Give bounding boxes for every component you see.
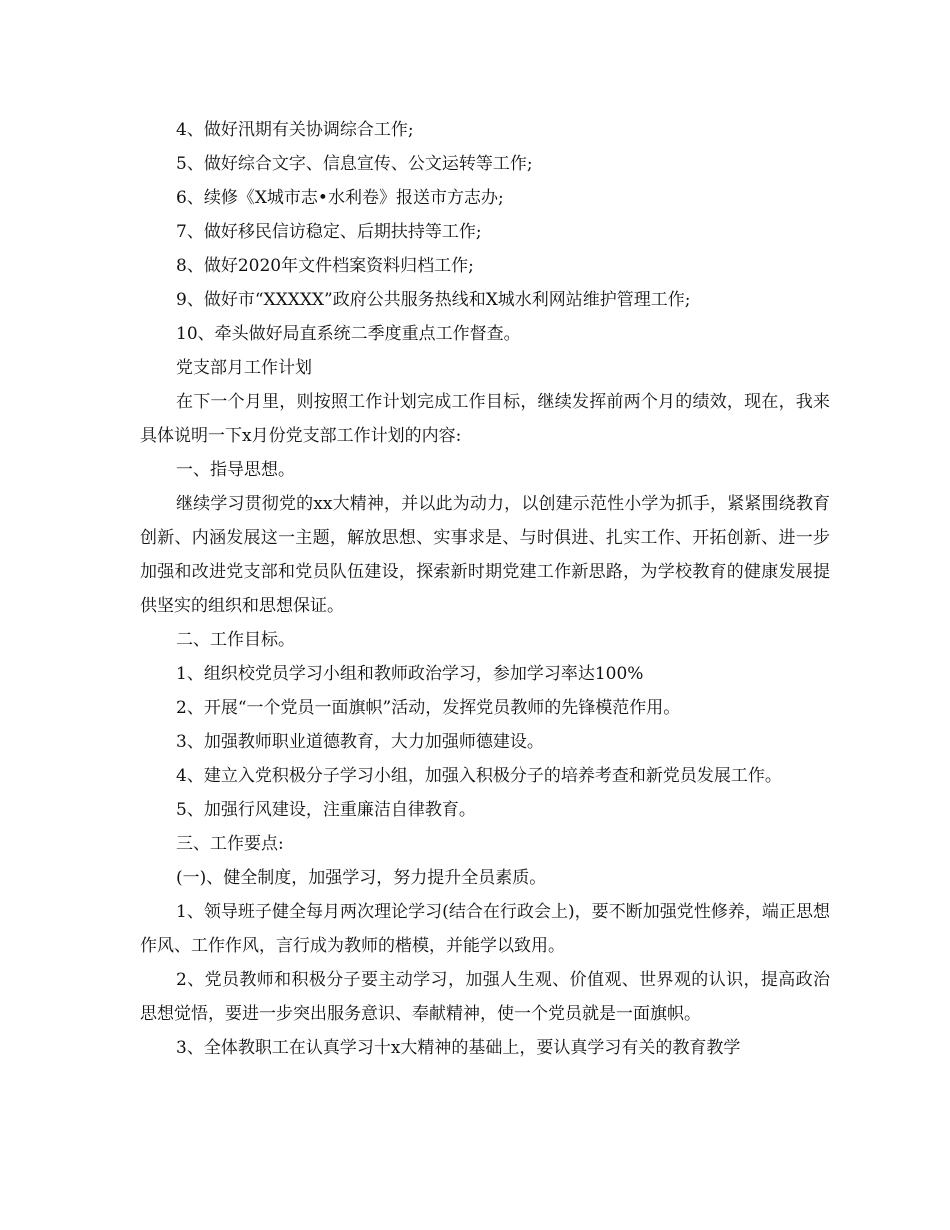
- document-body: [140, 113, 830, 1065]
- list-item: 1、组织校党员学习小组和教师政治学习，参加学习率达100%: [176, 664, 644, 684]
- paragraph: 继续学习贯彻党的xx大精神，并以此为动力，以创建示范性小学为抓手，紧紧围绕教育创新、内涵发展这一主题，解放思想、实事求是、与时俱进、扎实工作、开拓创新、进一步加强和改进党支部和党员队伍建设，探索新时期党建工作新思路，为学校教育的健康发展提供坚实的组织和思想保证。: [140, 494, 830, 616]
- list-item: 3、全体教职工在认真学习十x大精神的基础上，要认真学习有关的教育教学: [176, 1038, 741, 1058]
- section-heading: 三、工作要点:: [176, 834, 284, 854]
- paragraph: 4、做好汛期有关协调综合工作;: [176, 120, 414, 140]
- list-item: 4、建立入党积极分子学习小组，加强入积极分子的培养考查和新党员发展工作。: [176, 766, 782, 786]
- paragraph: 10、牵头做好局直系统二季度重点工作督查。: [176, 324, 521, 344]
- list-item: 3、加强教师职业道德教育，大力加强师德建设。: [176, 732, 544, 752]
- section-heading: 一、指导思想。: [176, 460, 295, 480]
- list-item: 2、开展“一个党员一面旗帜”活动，发挥党员教师的先锋模范作用。: [176, 698, 681, 718]
- list-item: 5、加强行风建设，注重廉洁自律教育。: [176, 800, 476, 820]
- subsection-heading: (一)、健全制度，加强学习，努力提升全员素质。: [176, 868, 547, 888]
- section-heading: 党支部月工作计划: [176, 358, 312, 378]
- list-item: 1、领导班子健全每月两次理论学习(结合在行政会上)，要不断加强党性修养，端正思想作风、工作作风，言行成为教师的楷模，并能学以致用。: [140, 902, 830, 956]
- paragraph: 8、做好2020年文件档案资料归档工作;: [176, 256, 474, 276]
- paragraph: 在下一个月里，则按照工作计划完成工作目标，继续发挥前两个月的绩效，现在，我来具体说明一下x月份党支部工作计划的内容:: [140, 392, 830, 446]
- paragraph: 7、做好移民信访稳定、后期扶持等工作;: [176, 222, 482, 242]
- list-item: 2、党员教师和积极分子要主动学习，加强人生观、价值观、世界观的认识，提高政治思想觉悟，要进一步突出服务意识、奉献精神，使一个党员就是一面旗帜。: [140, 970, 830, 1024]
- paragraph: 6、续修《X城市志•水利卷》报送市方志办;: [176, 188, 504, 208]
- section-heading: 二、工作目标。: [176, 630, 295, 650]
- paragraph: 5、做好综合文字、信息宣传、公文运转等工作;: [176, 154, 533, 174]
- paragraph: 9、做好市“XXXXX”政府公共服务热线和X城水利网站维护管理工作;: [176, 290, 691, 310]
